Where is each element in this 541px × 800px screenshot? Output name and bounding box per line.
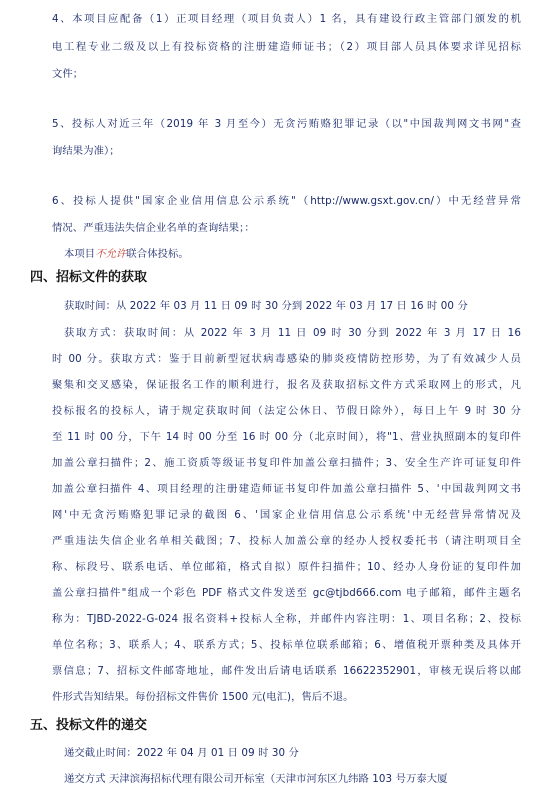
section4-method-line-8: 网'中无贪污贿赂犯罪记录的截图 6、'国家企业信用信息公示系统'中无经营异常情况及 <box>52 509 521 521</box>
consortium-prefix: 本项目 <box>64 248 96 260</box>
section4-method-line-2: 时 00 分。获取方式：鉴于目前新型冠状病毒感染的肺炎疫情防控形势，为了有效减少人员 <box>52 353 521 365</box>
consortium-suffix: 联合体投标。 <box>126 248 189 260</box>
section4-method-line-9: 严重违法失信企业名单相关截图；7、投标人加盖公章的经办人授权委托书（请注明项目全 <box>52 535 521 547</box>
section4-method-line-12: 称为：TJBD-2022-G-024 报名资料+投标人全称，并邮件内容注明：1、项目名称；2、投标 <box>52 613 521 625</box>
section4-method-line-11: 盖公章扫描件"组成一个彩色 PDF 格式文件发送至 gc@tjbd666.com 电子邮箱，邮件主题名 <box>52 587 521 599</box>
item5-line2: 询结果为准）； <box>52 145 120 157</box>
consortium-note <box>64 247 521 261</box>
item5-line1: 5、投标人对近三年（2019 年 3 月至今）无贪污贿赂犯罪记录（以"中国裁判网文书网"查 <box>52 118 521 130</box>
section4-method-line-10: 称、标段号、联系电话、单位邮箱，格式自拟）原件扫描件；10、经办人身份证的复印件加 <box>52 561 521 573</box>
item6-line2: 情况、严重违法失信企业名单的查询结果；： <box>52 222 255 234</box>
section4-method-line-7: 加盖公章扫描件 4、项目经理的注册建造师证书复印件加盖公章扫描件 5、'中国裁判网文书 <box>52 483 521 495</box>
item4-line1: 4、本项目应配备（1）正项目经理（项目负责人）1 名，具有建设行政主管部门颁发的机 <box>52 13 521 25</box>
section5-heading: 五、投标文件的递交 <box>30 718 148 733</box>
section5-deadline-line: 递交截止时间：2022 年 04 月 01 日 09 时 30 分 <box>64 747 299 759</box>
item4-line3: 文件； <box>52 68 84 80</box>
section4-method-line-6: 加盖公章扫描件；2、施工资质等级证书复印件加盖公章扫描件；3、安全生产许可证复印件 <box>52 457 521 469</box>
consortium-emphasis: 不允许 <box>95 248 127 260</box>
section4-heading: 四、招标文件的获取 <box>30 270 148 285</box>
item6-line1: 6、投标人提供"国家企业信用信息公示系统"（http://www.gsxt.gov.cn/）中无经营异常 <box>52 195 521 207</box>
section4-method-line-4: 投标报名的投标人，请于规定获取时间（法定公休日、节假日除外），每日上午 9 时 30 分 <box>52 405 521 417</box>
section4-method-line-3: 聚集和交叉感染，保证报名工作的顺利进行，报名及获取招标文件方式采取网上的形式，凡 <box>52 379 521 391</box>
section4-time-line: 获取时间：从 2022 年 03 月 11 日 09 时 30 分到 2022 年 03 月 17 日 16 时 00 分 <box>64 300 468 312</box>
section4-method-line-13: 单位名称；3、联系人；4、联系方式；5、投标单位联系邮箱；6、增值税开票种类及具体开 <box>52 639 521 651</box>
section4-method-line-14: 票信息；7、招标文件邮寄地址，邮件发出后请电话联系 16622352901，审核无误后将以邮 <box>52 665 521 677</box>
section4-method-line-15: 件形式告知结果。每份招标文件售价 1500 元(电汇)，售后不退。 <box>52 691 354 703</box>
section4-method-line-1: 获取方式：获取时间：从 2022 年 3 月 11 日 09 时 30 分到 2022 年 3 月 17 日 16 <box>64 327 521 339</box>
section5-method-line: 递交方式 天津滨海招标代理有限公司开标室（天津市河东区九纬路 103 号万泰大厦 <box>64 773 448 785</box>
item4-line2: 电工程专业二级及以上有投标资格的注册建造师证书；（2）项目部人员具体要求详见招标 <box>52 41 521 53</box>
section4-method-line-5: 至 11 时 00 分，下午 14 时 00 分至 16 时 00 分（北京时间），将"1、营业执照副本的复印件 <box>52 431 521 443</box>
